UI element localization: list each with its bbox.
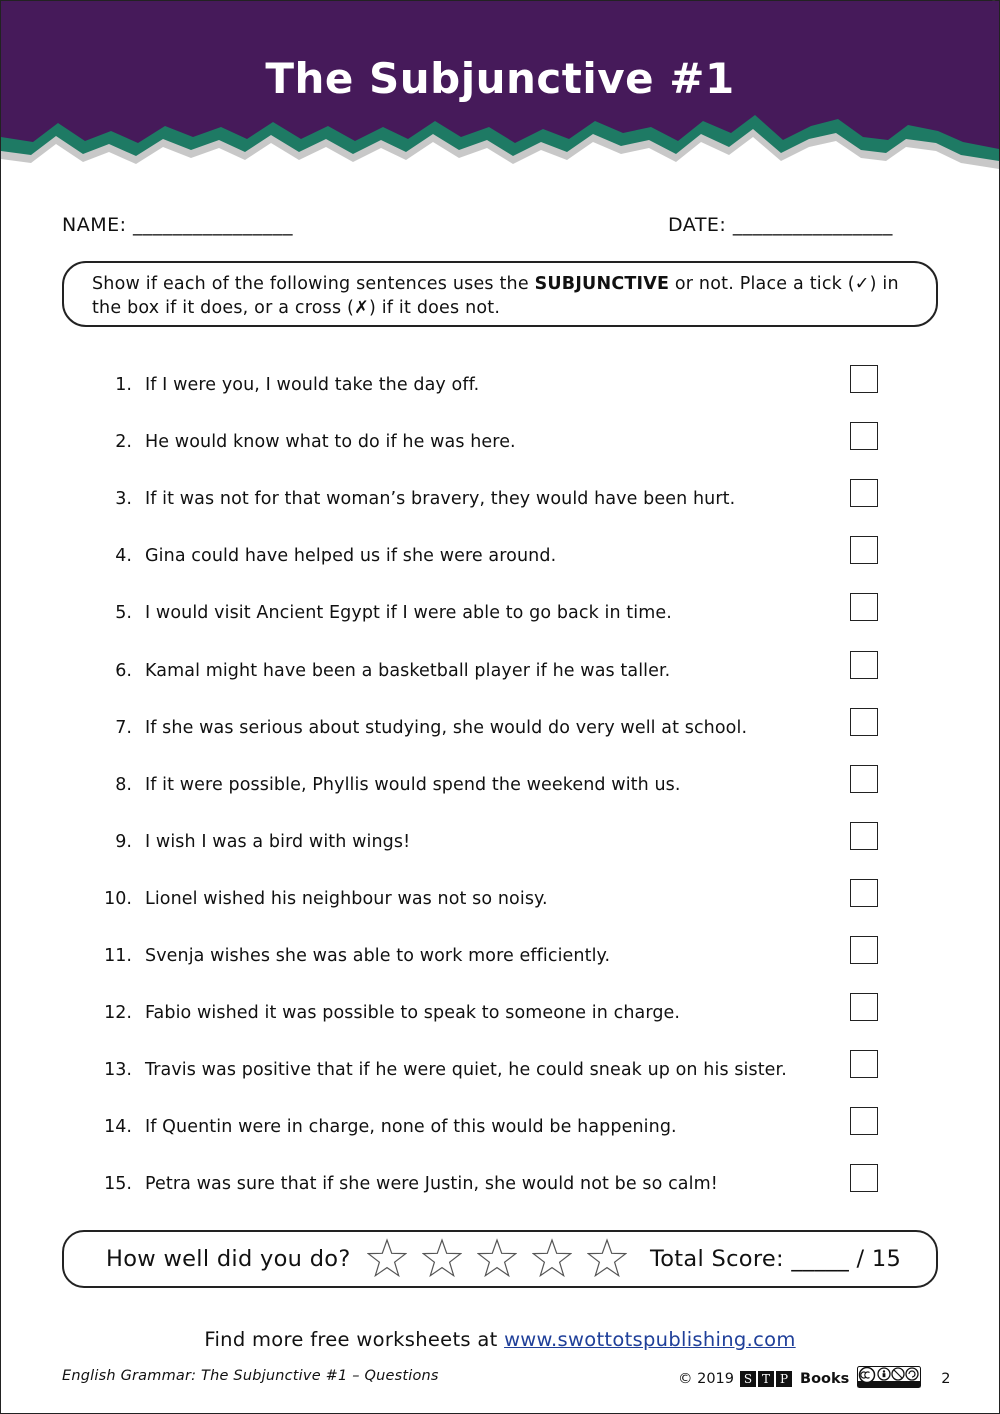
total-score-label: Total Score: _____ / 15 xyxy=(650,1246,902,1272)
question-row xyxy=(0,365,1000,405)
answer-checkbox[interactable] xyxy=(850,879,878,907)
star-outline-icon[interactable] xyxy=(422,1238,462,1278)
answer-checkbox[interactable] xyxy=(850,1107,878,1135)
question-number: 13. xyxy=(104,1060,132,1081)
question-number: 15. xyxy=(104,1174,132,1195)
answer-checkbox[interactable] xyxy=(850,536,878,564)
question-text: Gina could have helped us if she were around. xyxy=(145,546,557,567)
answer-checkbox[interactable] xyxy=(850,765,878,793)
question-text: I wish I was a bird with wings! xyxy=(145,831,411,852)
question-text: Svenja wishes she was able to work more efficiently. xyxy=(145,946,611,966)
logo-letter: S xyxy=(740,1371,756,1387)
question-text: He would know what to do if he was here. xyxy=(145,432,516,453)
question-row xyxy=(0,765,1000,805)
question-row xyxy=(0,879,1000,919)
question-number: 12. xyxy=(104,1003,132,1024)
question-text: If it were possible, Phyllis would spend the weekend with us. xyxy=(145,774,681,795)
question-row xyxy=(0,1164,1000,1204)
question-row xyxy=(0,1050,1000,1090)
logo-letter: P xyxy=(776,1371,792,1387)
question-text: If she was serious about studying, she would do very well at school. xyxy=(145,717,748,738)
star-rating[interactable] xyxy=(367,1238,642,1282)
question-number: 14. xyxy=(104,1117,132,1138)
question-number: 5. xyxy=(115,603,132,624)
stp-logo xyxy=(740,1371,794,1387)
logo-letter: T xyxy=(758,1371,774,1387)
score-question: How well did you do? xyxy=(106,1246,351,1272)
footer-page-number: 2 xyxy=(941,1371,951,1387)
question-row xyxy=(0,1107,1000,1147)
instructions-text-start: Show if each of the following sentences uses the xyxy=(92,274,535,294)
cc-by-nc-sa-icon xyxy=(857,1366,921,1392)
question-text: Kamal might have been a basketball player if he was taller. xyxy=(145,660,671,681)
question-row xyxy=(0,708,1000,748)
copyright-text: © 2019 xyxy=(678,1371,735,1387)
question-text: Petra was sure that if she were Justin, she would not be so calm! xyxy=(145,1174,718,1195)
answer-checkbox[interactable] xyxy=(850,593,878,621)
more-worksheets-text: Find more free worksheets at xyxy=(204,1328,505,1351)
date-field-label[interactable]: DATE: ________________ xyxy=(668,214,893,236)
answer-checkbox[interactable] xyxy=(850,822,878,850)
footer-credits xyxy=(678,1366,951,1392)
answer-checkbox[interactable] xyxy=(850,708,878,736)
question-number: 4. xyxy=(115,546,132,567)
books-text: Books xyxy=(800,1371,850,1387)
star-outline-icon[interactable] xyxy=(367,1238,407,1278)
question-text: If Quentin were in charge, none of this would be happening. xyxy=(145,1117,677,1138)
question-number: 3. xyxy=(115,489,132,510)
answer-checkbox[interactable] xyxy=(850,365,878,393)
star-outline-icon[interactable] xyxy=(477,1238,517,1278)
name-field-label[interactable]: NAME: ________________ xyxy=(62,214,294,236)
question-row xyxy=(0,479,1000,519)
question-number: 10. xyxy=(104,888,132,909)
question-number: 2. xyxy=(115,432,132,453)
question-row xyxy=(0,651,1000,691)
question-row xyxy=(0,936,1000,976)
question-text: I would visit Ancient Egypt if I were able to go back in time. xyxy=(145,603,672,624)
answer-checkbox[interactable] xyxy=(850,1164,878,1192)
question-number: 6. xyxy=(115,660,132,681)
page-title: The Subjunctive #1 xyxy=(265,54,735,103)
instructions-box xyxy=(62,261,938,327)
score-box xyxy=(62,1230,938,1288)
answer-checkbox[interactable] xyxy=(850,936,878,964)
answer-checkbox[interactable] xyxy=(850,651,878,679)
question-number: 8. xyxy=(115,774,132,795)
answer-checkbox[interactable] xyxy=(850,993,878,1021)
instructions-text-end: or not. Place a tick (✓) in the box if it does, or a cross (✗) if it does not. xyxy=(92,274,899,318)
website-link[interactable]: www.swottotspublishing.com xyxy=(504,1328,796,1351)
question-number: 7. xyxy=(115,717,132,738)
question-number: 11. xyxy=(104,946,132,966)
star-outline-icon[interactable] xyxy=(587,1238,627,1278)
star-outline-icon[interactable] xyxy=(532,1238,572,1278)
question-row xyxy=(0,593,1000,633)
question-row xyxy=(0,822,1000,862)
answer-checkbox[interactable] xyxy=(850,1050,878,1078)
question-text: Travis was positive that if he were quiet, he could sneak up on his sister. xyxy=(145,1060,787,1081)
answer-checkbox[interactable] xyxy=(850,422,878,450)
question-number: 9. xyxy=(115,831,132,852)
question-row xyxy=(0,422,1000,462)
question-row xyxy=(0,536,1000,576)
footer-subtitle: English Grammar: The Subjunctive #1 – Questions xyxy=(62,1368,439,1384)
instructions-keyword: SUBJUNCTIVE xyxy=(534,274,670,294)
answer-checkbox[interactable] xyxy=(850,479,878,507)
question-number: 1. xyxy=(115,375,132,395)
question-text: Lionel wished his neighbour was not so noisy. xyxy=(145,888,548,909)
more-worksheets-line xyxy=(0,1328,1000,1351)
question-text: If it was not for that woman’s bravery, they would have been hurt. xyxy=(145,489,736,510)
question-text: Fabio wished it was possible to speak to someone in charge. xyxy=(145,1003,681,1024)
question-text: If I were you, I would take the day off. xyxy=(145,375,480,395)
question-row xyxy=(0,993,1000,1033)
